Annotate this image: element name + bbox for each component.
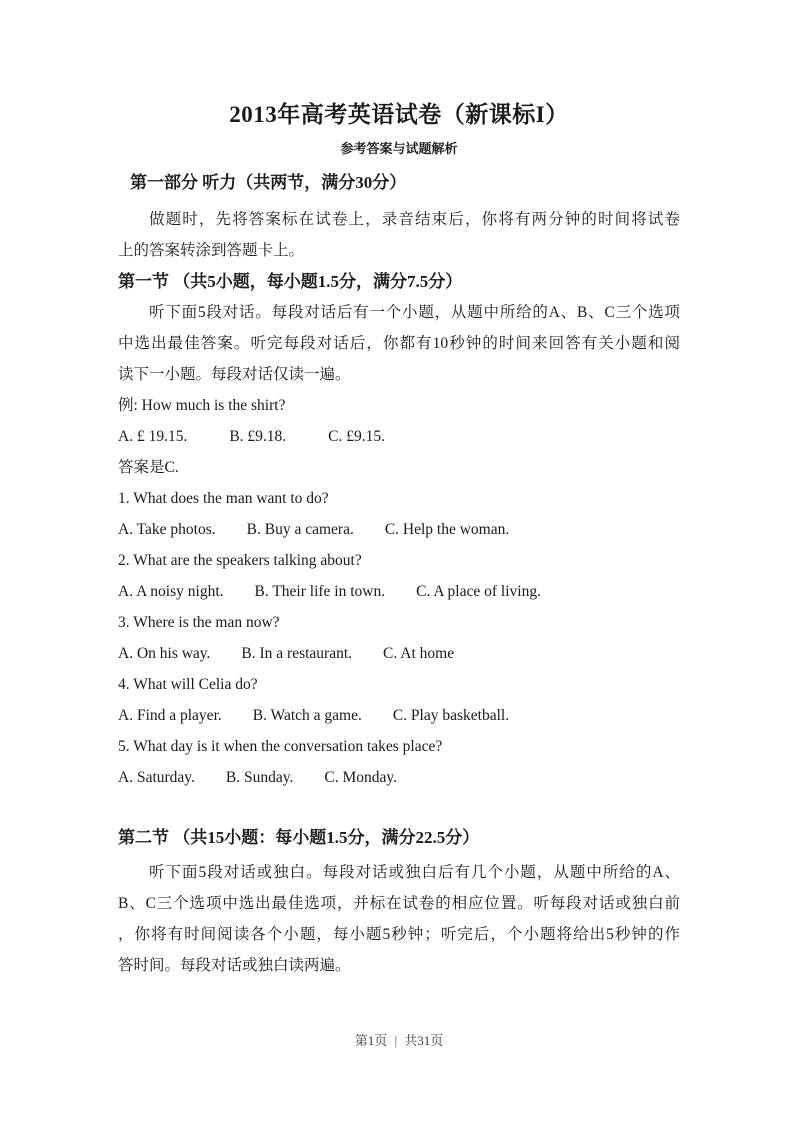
- question-3-text: 3. Where is the man now?: [118, 614, 280, 631]
- question-4-text: 4. What will Celia do?: [118, 676, 258, 693]
- section2-heading: 第二节 （共15小题：每小题1.5分，满分22.5分）: [118, 828, 480, 847]
- section2-instruction-line-2: B、C三个选项中选出最佳选项，并标在试卷的相应位置。听每段对话或独白前: [118, 895, 680, 912]
- question-3-option-c: C. At home: [383, 645, 455, 662]
- question-1-option-a: A. Take photos.: [118, 521, 216, 538]
- question-5-option-c: C. Monday.: [324, 769, 398, 786]
- example-option-b: B. £9.18.: [229, 428, 287, 445]
- question-1-option-b: B. Buy a camera.: [246, 521, 354, 538]
- question-3-options-row: [118, 638, 680, 669]
- section2-instruction-line-1: 听下面5段对话或独白。每段对话或独白后有几个小题，从题中所给的A、: [149, 864, 680, 881]
- question-2-option-a: A. A noisy night.: [118, 583, 224, 600]
- example-answer: 答案是C.: [118, 459, 179, 476]
- question-5-options-row: [118, 762, 680, 793]
- question-2-option-b: B. Their life in town.: [254, 583, 386, 600]
- part1-intro-line-1: 做题时，先将答案标在试卷上，录音结束后，你将有两分钟的时间将试卷: [149, 211, 680, 228]
- section1-instruction-line-2: 中选出最佳答案。听完每段对话后，你都有10秒钟的时间来回答有关小题和阅: [118, 335, 680, 352]
- question-5-option-a: A. Saturday.: [118, 769, 195, 786]
- question-2-option-c: C. A place of living.: [416, 583, 541, 600]
- example-options-row: [118, 421, 680, 452]
- question-2-options-row: [118, 576, 680, 607]
- question-4-option-a: A. Find a player.: [118, 707, 222, 724]
- document-body: [118, 204, 680, 981]
- document-title: 2013年高考英语试卷（新课标I）: [229, 102, 569, 127]
- section1-instruction-line-1: 听下面5段对话。每段对话后有一个小题，从题中所给的A、B、C三个选项: [149, 304, 680, 321]
- question-1-text: 1. What does the man want to do?: [118, 490, 329, 507]
- question-3-option-a: A. On his way.: [118, 645, 211, 662]
- example-question: 例: How much is the shirt?: [118, 397, 286, 414]
- section2-instruction-line-3: ，你将有时间阅读各个小题，每小题5秒钟；听完后，个小题将给出5秒钟的作: [118, 926, 680, 943]
- question-4-option-b: B. Watch a game.: [252, 707, 362, 724]
- section1-heading: 第一节 （共5小题，每小题1.5分，满分7.5分）: [118, 272, 463, 291]
- question-3-option-b: B. In a restaurant.: [241, 645, 353, 662]
- question-2-text: 2. What are the speakers talking about?: [118, 552, 362, 569]
- page-footer: [118, 1031, 680, 1050]
- part1-heading: 第一部分 听力（共两节，满分30分）: [130, 173, 407, 192]
- part1-intro-line-2: 上的答案转涂到答题卡上。: [118, 242, 305, 259]
- section1-instruction-line-3: 读下一小题。每段对话仅读一遍。: [118, 366, 351, 383]
- question-5-text: 5. What day is it when the conversation takes place?: [118, 738, 443, 755]
- question-1-options-row: [118, 514, 680, 545]
- footer-total-pages: 共31页: [404, 1033, 444, 1048]
- section2-instruction-line-4: 答时间。每段对话或独白读两遍。: [118, 957, 351, 974]
- document-subtitle: 参考答案与试题解析: [340, 141, 458, 156]
- example-option-c: C. £9.15.: [328, 428, 386, 445]
- question-1-option-c: C. Help the woman.: [384, 521, 510, 538]
- example-option-a: A. £ 19.15.: [118, 428, 188, 445]
- footer-page-number: 第1页: [354, 1033, 388, 1048]
- footer-separator: |: [394, 1033, 398, 1048]
- question-4-options-row: [118, 700, 680, 731]
- question-4-option-c: C. Play basketball.: [392, 707, 510, 724]
- question-5-option-b: B. Sunday.: [225, 769, 294, 786]
